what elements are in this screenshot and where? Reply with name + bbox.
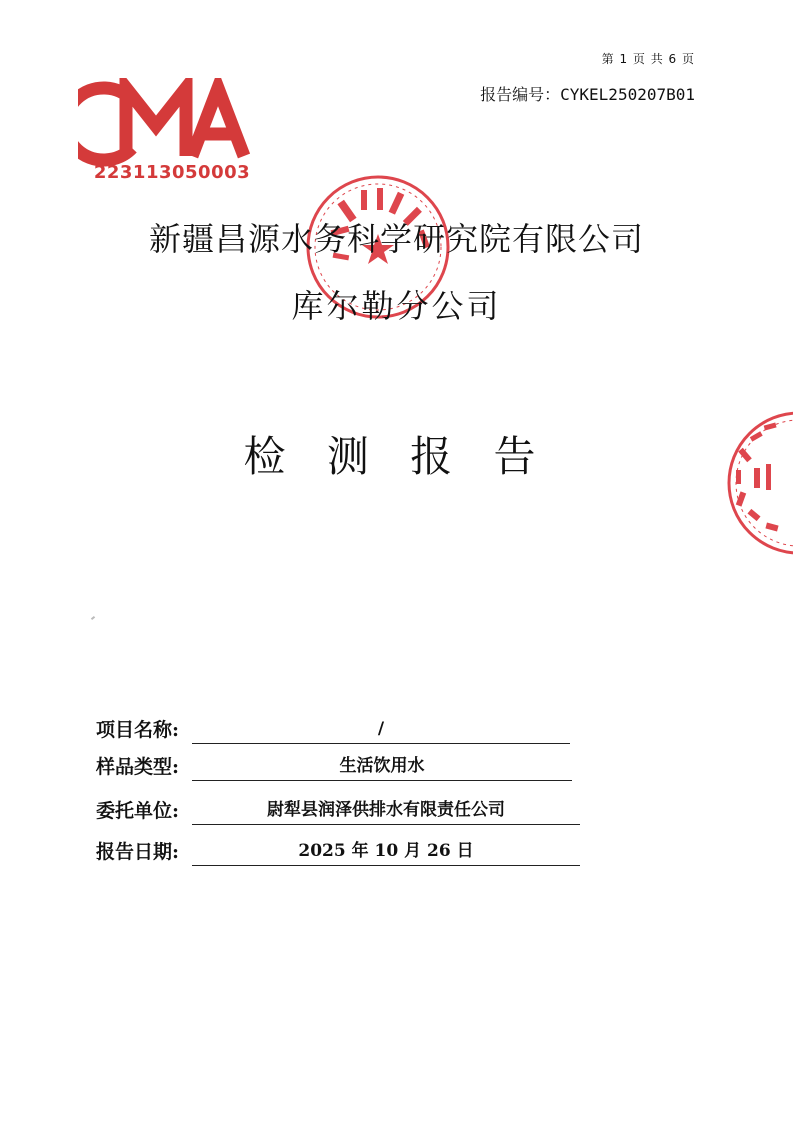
project-name-label: 项目名称: (96, 719, 180, 741)
report-date-label: 报告日期: (96, 841, 180, 863)
page-number: 第 1 页 共 6 页 (601, 52, 695, 66)
client-value: 尉犁县润泽供排水有限责任公司 (192, 796, 580, 825)
report-title: 检 测 报 告 (243, 432, 550, 481)
info-row-sample-type (96, 751, 576, 781)
report-number (480, 82, 695, 105)
info-row-project (96, 714, 576, 744)
report-date-value: 2025 年 10 月 26 日 (192, 837, 580, 866)
report-number-label: 报告编号： (480, 85, 561, 104)
cma-cert-number: 223113050003 (93, 162, 251, 183)
client-label: 委托单位: (96, 800, 180, 822)
info-row-report-date (96, 836, 586, 866)
sample-type-value: 生活饮用水 (192, 752, 572, 781)
report-number-value: CYKEL250207B01 (560, 85, 695, 104)
sample-type-label: 样品类型: (96, 756, 180, 778)
scan-speck (91, 616, 95, 620)
company-name: 新疆昌源水务科学研究院有限公司 (148, 220, 644, 258)
company-branch: 库尔勒分公司 (291, 287, 502, 325)
info-row-client (96, 795, 586, 825)
project-name-value: / (192, 715, 570, 744)
